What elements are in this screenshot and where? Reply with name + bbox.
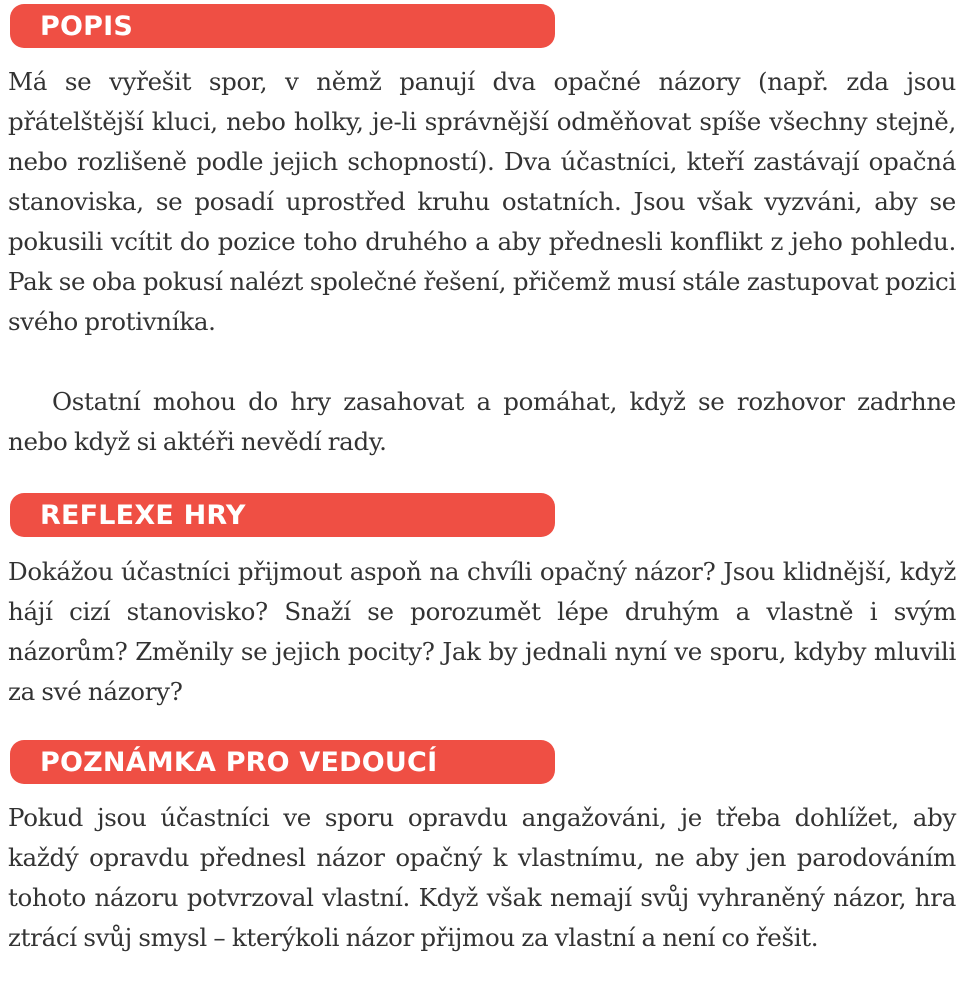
section-heading-poznamka: [10, 740, 555, 784]
popis-paragraph-2: Ostatní mohou do hry zasahovat a pomáhat, když se rozhovor zadrhne nebo když si aktéři nevědí rady.: [8, 387, 956, 456]
section-heading-reflexe-text: REFLEXE HRY: [40, 499, 246, 531]
section-heading-reflexe: [10, 493, 555, 537]
section-heading-popis: [10, 4, 555, 48]
section-heading-popis-text: POPIS: [40, 10, 134, 42]
section-heading-poznamka-text: POZNÁMKA PRO VEDOUCÍ: [40, 746, 438, 778]
poznamka-paragraph: Pokud jsou účastníci ve sporu opravdu angažováni, je třeba dohlížet, aby každý opravdu přednesl názor opačný k vlastnímu, ne aby jen parodováním tohoto názoru potvrzoval vlastní. Když však nemají svůj vyhraněný názor, hra ztrácí svůj smysl – kterýkoli názor přijmou za vlastní a není co řešit.: [8, 803, 956, 952]
popis-paragraph-1: Má se vyřešit spor, v němž panují dva opačné názory (např. zda jsou přátelštější kluci, nebo holky, je-li správnější odměňovat spíše všechny stejně, nebo rozlišeně podle jejich schopností). Dva účastníci, kteří zastávají opačná stanoviska, se posadí uprostřed kruhu ostatních. Jsou však vyzváni, aby se pokusili vcítit do pozice toho druhého a aby přednesli konflikt z jeho pohledu. Pak se oba pokusí nalézt společné řešení, přičemž musí stále zastupovat pozici svého protivníka.: [8, 67, 956, 336]
reflexe-paragraph: Dokážou účastníci přijmout aspoň na chvíli opačný názor? Jsou klidnější, když hájí cizí stanovisko? Snaží se porozumět lépe druhým a vlastně i svým názorům? Změnily se jejich pocity? Jak by jednali nyní ve sporu, kdyby mluvili za své názory?: [8, 557, 956, 706]
